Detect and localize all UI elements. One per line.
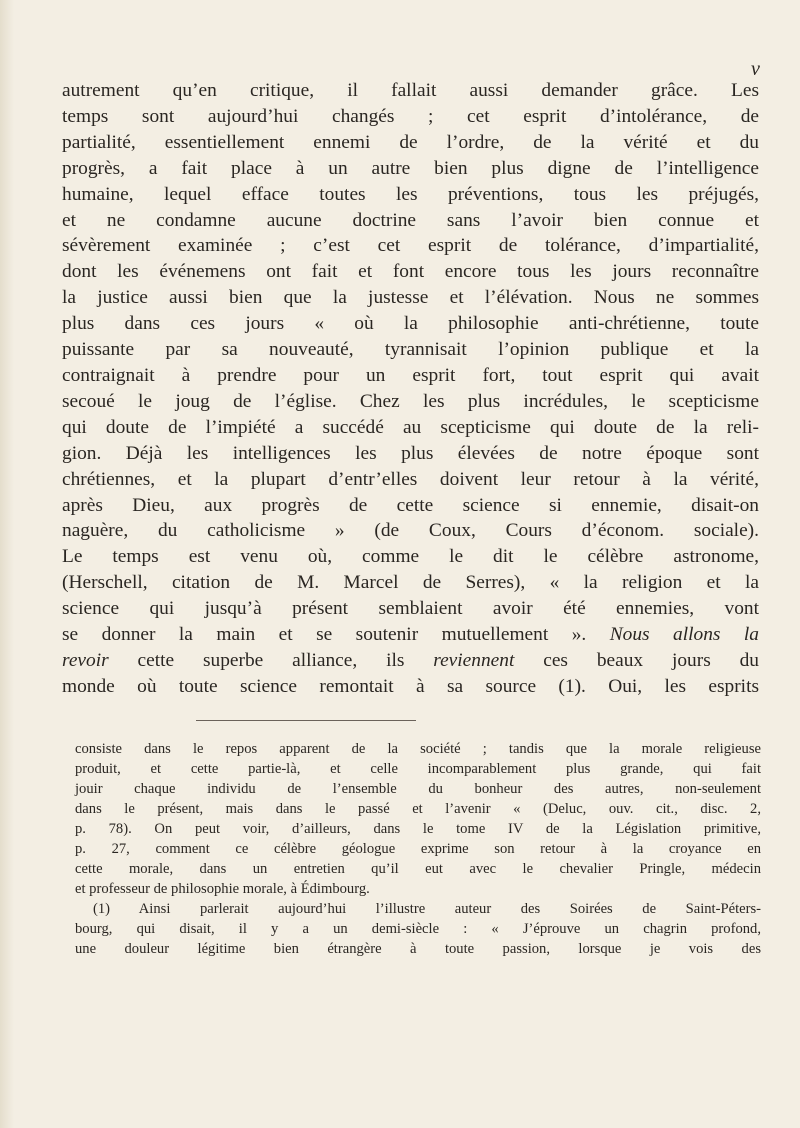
page-edge-shadow (0, 0, 14, 1128)
text-line: chrétiennes, et la plupart d’entr’elles doivent leur retour à la vérité, (62, 468, 759, 490)
text-line: (Herschell, citation de M. Marcel de Serres), « la religion et la (62, 572, 759, 594)
footnotes (75, 739, 761, 959)
text-line: plus dans ces jours « où la philosophie anti-chrétienne, toute (62, 313, 759, 335)
text-line: progrès, a fait place à un autre bien plus digne de l’intelligence (62, 157, 759, 179)
text-line: qui doute de l’impiété a succédé au scepticisme qui doute de la reli- (62, 416, 759, 438)
main-text (62, 78, 759, 700)
text-line: gion. Déjà les intelligences les plus élevées de notre époque sont (62, 442, 759, 464)
text-line-with-italic (62, 622, 759, 648)
text-line: monde où toute science remontait à sa source (1). Oui, les esprits (62, 675, 759, 697)
footnote-line: p. 78). On peut voir, d’ailleurs, dans le tome IV de la Législation primitive, (75, 821, 761, 837)
italic-segment: Nous allons la (609, 624, 759, 646)
text-line: science qui jusqu’à présent semblaient avoir été ennemies, vont (62, 598, 759, 620)
footnote-line: p. 27, comment ce célèbre géologue exprime son retour à la croyance en (75, 841, 761, 857)
text-line: Le temps est venu où, comme le dit le célèbre astronome, (62, 546, 759, 568)
footnote-line: (1) Ainsi parlerait aujourd’hui l’illustre auteur des Soirées de Saint-Péters- (93, 901, 761, 917)
footnote-line: produit, et cette partie-là, et celle incomparablement plus grande, qui fait (75, 761, 761, 777)
footnote-line: cette morale, dans un entretien qu’il eut avec le chevalier Pringle, médecin (75, 861, 761, 877)
footnote-line: et professeur de philosophie morale, à Édimbourg. (75, 881, 370, 897)
italic-segment: reviennent (433, 649, 515, 671)
text-line: contraignait à prendre pour un esprit fort, tout esprit qui avait (62, 364, 759, 386)
text-line: humaine, lequel efface toutes les préventions, tous les préjugés, (62, 183, 759, 205)
text-line: autrement qu’en critique, il fallait aussi demander grâce. Les (62, 80, 759, 101)
text-line: sévèrement examinée ; c’est cet esprit de tolérance, d’impartialité, (62, 235, 759, 257)
text-segment: cette superbe alliance, ils (108, 649, 434, 671)
footnote-separator (196, 720, 416, 721)
text-line-with-italic (62, 648, 759, 674)
text-segment: ces beaux jours du (514, 649, 759, 671)
text-line: naguère, du catholicisme » (de Coux, Cours d’économ. sociale). (62, 520, 759, 542)
text-line: temps sont aujourd’hui changés ; cet esprit d’intolérance, de (62, 105, 759, 127)
text-line: puissante par sa nouveauté, tyrannisait l’opinion publique et la (62, 339, 759, 361)
text-line: secoué le joug de l’église. Chez les plus incrédules, le scepticisme (62, 390, 759, 412)
footnote-line: bourg, qui disait, il y a un demi-siècle : « J’éprouve un chagrin profond, (75, 921, 761, 937)
text-line: dont les événemens ont fait et font encore tous les jours reconnaître (62, 261, 759, 283)
text-line: la justice aussi bien que la justesse et l’élévation. Nous ne sommes (62, 287, 759, 309)
text-line: après Dieu, aux progrès de cette science si ennemie, disait-on (62, 494, 759, 516)
footnote-line: une douleur légitime bien étrangère à toute passion, lorsque je vois des (75, 941, 761, 957)
text-segment: se donner la main et se soutenir mutuellement ». (62, 624, 587, 646)
footnote-line: dans le présent, mais dans le passé et l’avenir « (Deluc, ouv. cit., disc. 2, (75, 801, 761, 817)
footnote-line: jouir chaque individu de l’ensemble du bonheur des autres, non-seulement (75, 781, 761, 797)
text-line: partialité, essentiellement ennemi de l’ordre, de la vérité et du (62, 131, 759, 153)
italic-segment: revoir (62, 649, 109, 671)
page-number: v (751, 58, 760, 80)
text-line: et ne condamne aucune doctrine sans l’avoir bien connue et (62, 209, 759, 231)
footnote-line: consiste dans le repos apparent de la société ; tandis que la morale religieuse (75, 741, 761, 757)
